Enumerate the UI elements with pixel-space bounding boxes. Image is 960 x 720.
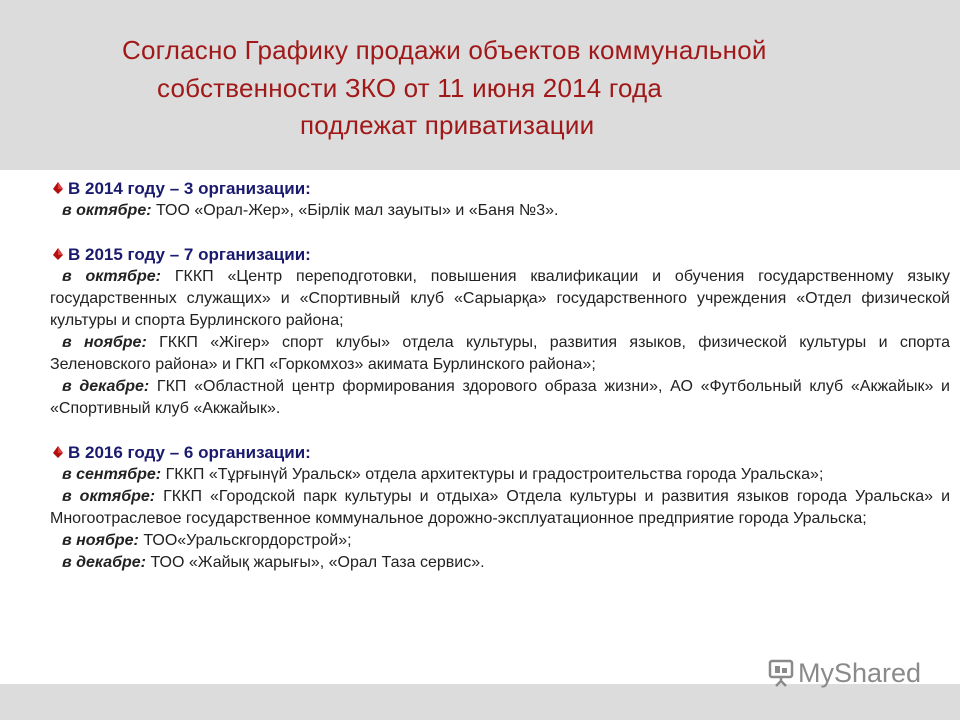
- section-heading-2015: [50, 244, 950, 266]
- section-heading-text: В 2016 году – 6 организации:: [68, 443, 311, 462]
- list-item: [50, 486, 950, 530]
- section-heading-2016: [50, 442, 950, 464]
- section-heading-text: В 2014 году – 3 организации:: [68, 179, 311, 198]
- logo-text: MyShared: [798, 658, 922, 688]
- list-item: [50, 332, 950, 376]
- section-heading-text: В 2015 году – 7 организации:: [68, 245, 311, 264]
- list-item: [50, 552, 950, 574]
- month-label: в октябре:: [62, 268, 161, 285]
- list-item: [50, 266, 950, 332]
- entry-text: ГКП «Областной центр формирования здорового образа жизни», АО «Футбольный клуб «Акжайык» и «Спортивный клуб «Акжайык».: [50, 378, 950, 417]
- slide-title-line-3: подлежат приватизации: [300, 110, 595, 140]
- slide-title-line-2: собственности ЗКО от 11 июня 2014 года: [157, 73, 663, 103]
- section-heading-2014: [50, 178, 950, 200]
- month-label: в сентябре:: [62, 466, 162, 483]
- month-label: в ноябре:: [62, 334, 147, 351]
- slide-body: [50, 178, 950, 574]
- entry-text: ГККП «Городской парк культуры и отдыха» Отдела культуры и развития языков города Уральска» и Многоотраслевое государственное коммунальное дорожно-эксплуатационное предприятие города Уральска;: [50, 488, 951, 527]
- bullet-marker-icon: [52, 181, 64, 195]
- entry-text: ТОО «Орал-Жер», «Бірлік мал зауыты» и «Баня №3».: [151, 202, 559, 219]
- presentation-icon: [768, 658, 794, 688]
- slide-title-line-1: Согласно Графику продажи объектов коммунальной: [122, 35, 767, 65]
- month-label: в октябре:: [62, 488, 156, 505]
- month-label: в декабре:: [62, 378, 150, 395]
- entry-text: ТОО «Жайық жарығы», «Орал Таза сервис».: [146, 554, 485, 571]
- bullet-marker-icon: [52, 247, 64, 261]
- entry-text: ГККП «Центр переподготовки, повышения квалификации и обучения государственному языку государственных служащих» и «Спортивный клуб «Сарыарқа» государственного учреждения «Отдел физической культуры и спорта Бурлинского района;: [50, 268, 950, 329]
- entry-text: ТОО«Уральскгордорстрой»;: [138, 532, 352, 549]
- watermark-logo: [768, 656, 928, 690]
- month-label: в октябре:: [62, 202, 152, 219]
- list-item: [50, 464, 950, 486]
- month-label: в декабре:: [62, 554, 147, 571]
- month-label: в ноябре:: [62, 532, 139, 549]
- bullet-marker-icon: [52, 445, 64, 459]
- list-item: [50, 530, 950, 552]
- entry-text: ГККП «Жігер» спорт клубы» отдела культуры, развития языков, физической культуры и спорта Зеленовского района» и ГКП «Горкомхоз» акимата Бурлинского района»;: [50, 334, 951, 373]
- list-item: [50, 200, 950, 222]
- entry-text: ГККП «Тұрғынүй Уральск» отдела архитектуры и градостроительства города Уральска»;: [161, 466, 824, 483]
- list-item: [50, 376, 950, 420]
